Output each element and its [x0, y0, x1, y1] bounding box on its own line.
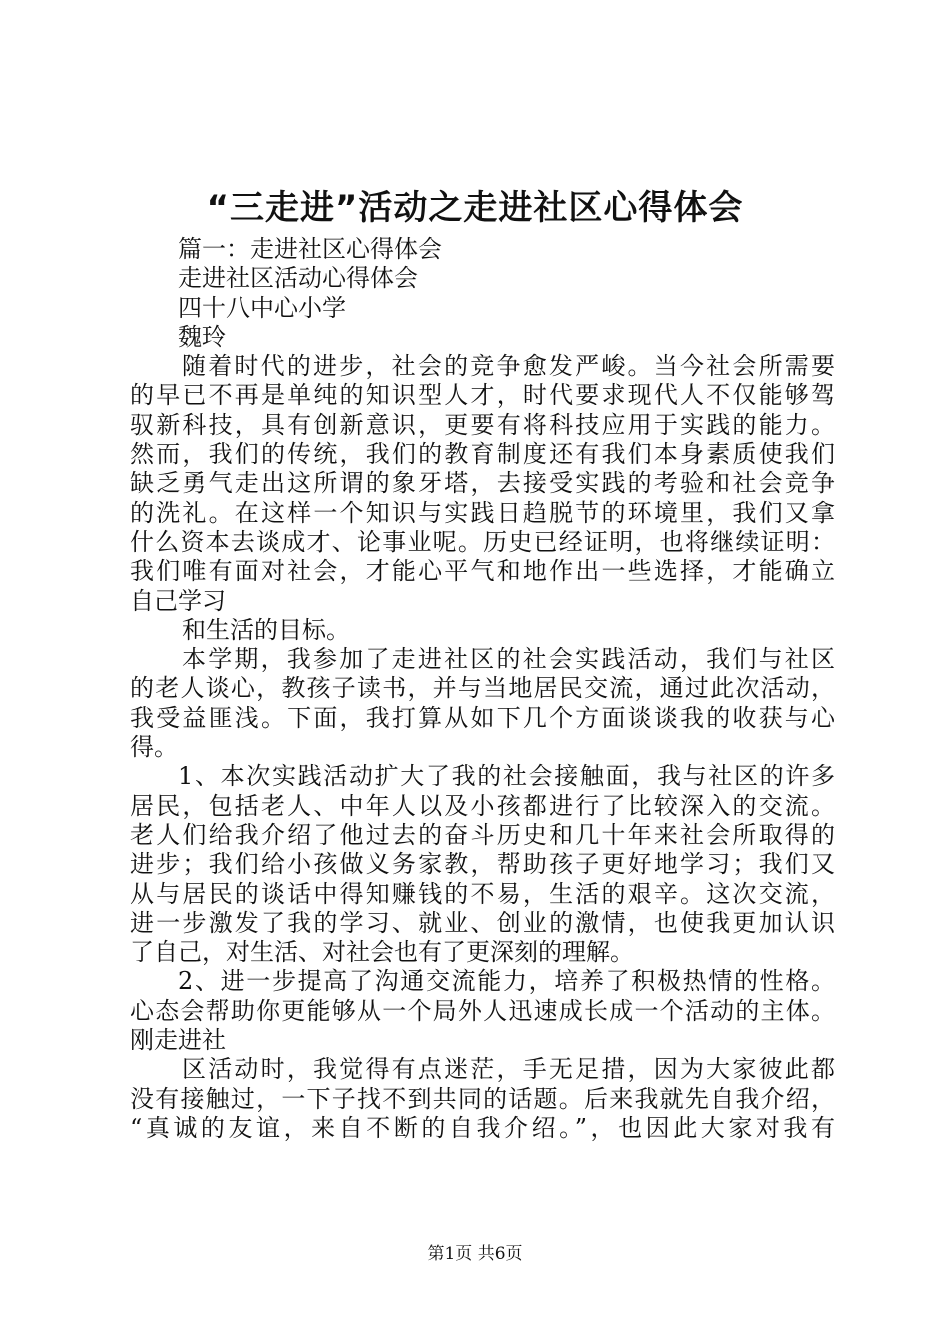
body-line: 得。	[130, 733, 178, 762]
document-title: “三走进”活动之走进社区心得体会	[206, 188, 744, 228]
body-line: 篇一：走进社区心得体会	[178, 235, 442, 263]
body-line: 没有接触过，一下子找不到共同的话题。后来我就先自我介绍，	[130, 1084, 835, 1113]
body-line: 刚走进社	[130, 1026, 226, 1055]
body-line: 本学期，我参加了走进社区的社会实践活动，我们与社区	[182, 645, 835, 674]
body-line: 我受益匪浅。下面，我打算从如下几个方面谈谈我的收获与心	[130, 703, 835, 732]
body-line: 2、进一步提高了沟通交流能力，培养了积极热情的性格。	[178, 967, 835, 996]
body-line: 我们唯有面对社会，才能心平气和地作出一些选择，才能确立	[130, 557, 835, 586]
body-line: 的洗礼。在这样一个知识与实践日趋脱节的环境里，我们又拿	[130, 498, 835, 527]
body-line: 驭新科技，具有创新意识，更要有将科技应用于实践的能力。	[130, 410, 835, 439]
page-number: 第1页 共6页	[427, 1244, 523, 1264]
body-line: 了自己，对生活、对社会也有了更深刻的理解。	[130, 938, 634, 967]
document-body	[130, 235, 835, 1143]
body-line: 进步；我们给小孩做义务家教，帮助孩子更好地学习；我们又	[130, 850, 835, 879]
body-line: 居民，包括老人、中年人以及小孩都进行了比较深入的交流。	[130, 791, 835, 820]
body-line: 进一步激发了我的学习、就业、创业的激情，也使我更加认识	[130, 908, 835, 937]
body-line: 然而，我们的传统，我们的教育制度还有我们本身素质使我们	[130, 440, 835, 469]
body-line: 随着时代的进步，社会的竞争愈发严峻。当今社会所需要	[182, 352, 835, 381]
body-line: 和生活的目标。	[182, 615, 350, 644]
body-line: 魏玲	[178, 322, 226, 351]
body-line: 四十八中心小学	[178, 293, 346, 322]
body-line: “真诚的友谊，来自不断的自我介绍。”，也因此大家对我有	[130, 1113, 835, 1142]
body-line: 老人们给我介绍了他过去的奋斗历史和几十年来社会所取得的	[130, 820, 835, 849]
body-line: 心态会帮助你更能够从一个局外人迅速成长成一个活动的主体。	[130, 996, 835, 1025]
body-line: 的老人谈心，教孩子读书，并与当地居民交流，通过此次活动，	[130, 674, 835, 703]
body-line: 的早已不再是单纯的知识型人才，时代要求现代人不仅能够驾	[130, 381, 835, 410]
body-line: 缺乏勇气走出这所谓的象牙塔，去接受实践的考验和社会竞争	[130, 469, 835, 498]
body-line: 走进社区活动心得体会	[178, 264, 418, 293]
body-line: 什么资本去谈成才、论事业呢。历史已经证明，也将继续证明：	[130, 527, 835, 556]
body-line: 区活动时，我觉得有点迷茫，手无足措，因为大家彼此都	[182, 1055, 835, 1084]
body-line: 自己学习	[130, 586, 226, 615]
body-line: 1、本次实践活动扩大了我的社会接触面，我与社区的许多	[178, 762, 835, 791]
body-line: 从与居民的谈话中得知赚钱的不易，生活的艰辛。这次交流，	[130, 879, 835, 908]
